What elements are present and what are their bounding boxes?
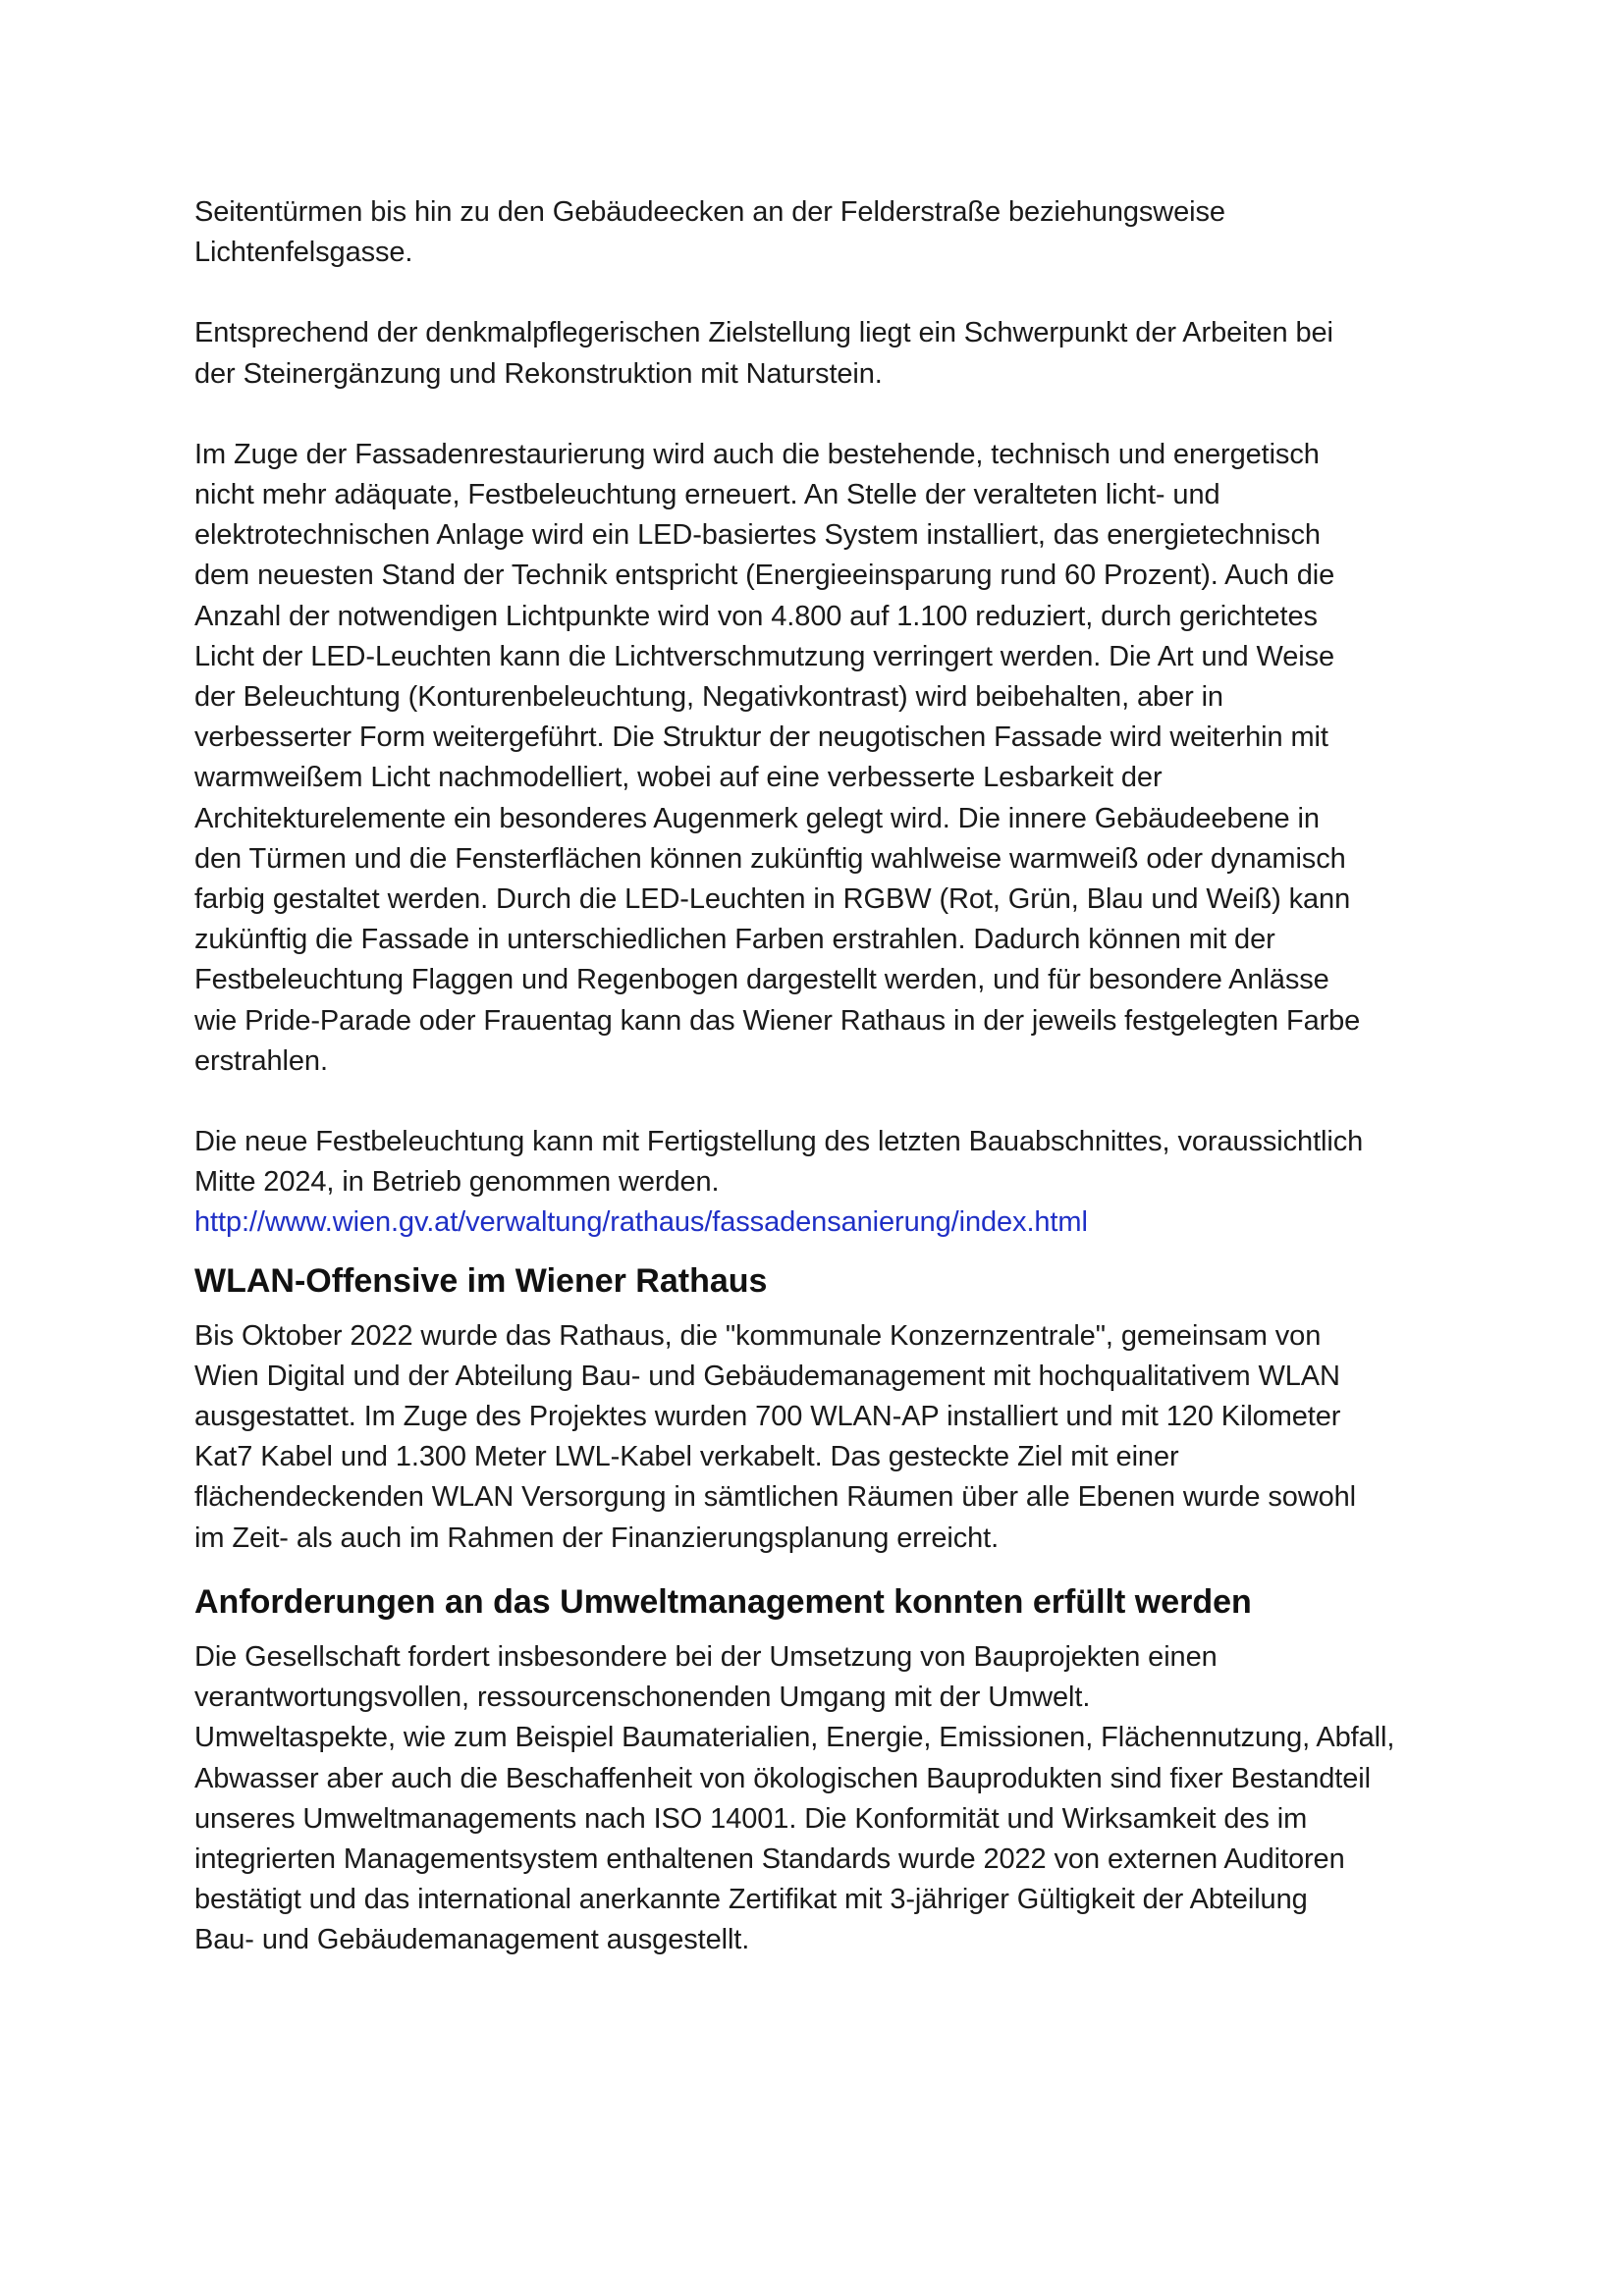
text-line: nicht mehr adäquate, Festbeleuchtung erneuert. An Stelle der veralteten licht- und: [194, 479, 1220, 511]
text-line: zukünftig die Fassade in unterschiedlichen Farben erstrahlen. Dadurch können mit der: [194, 924, 1275, 956]
paragraph-intro: [194, 192, 1471, 273]
text-line: unseres Umweltmanagements nach ISO 14001. Die Konformität und Wirksamkeit des im: [194, 1802, 1308, 1835]
text-line: erstrahlen.: [194, 1044, 328, 1077]
text-line: Umweltaspekte, wie zum Beispiel Baumaterialien, Energie, Emissionen, Flächennutzung, Abfall,: [194, 1722, 1395, 1754]
text-line: den Türmen und die Fensterflächen können zukünftig wahlweise warmweiß oder dynamisch: [194, 842, 1346, 875]
text-line: Die Gesellschaft fordert insbesondere bei der Umsetzung von Bauprojekten einen: [194, 1640, 1218, 1673]
text-line: Wien Digital und der Abteilung Bau- und Gebäudemanagement mit hochqualitativem WLAN: [194, 1360, 1340, 1392]
paragraph-operation: [194, 1122, 1471, 1244]
text-line: wie Pride-Parade oder Frauentag kann das Wiener Rathaus in der jeweils festgelegten Farbe: [194, 1004, 1361, 1037]
text-line: Lichtenfelsgasse.: [194, 237, 413, 269]
paragraph-wlan: [194, 1316, 1471, 1559]
text-line: verantwortungsvollen, ressourcenschonenden Umgang mit der Umwelt.: [194, 1682, 1091, 1714]
text-line: Abwasser aber auch die Beschaffenheit von ökologischen Bauprodukten sind fixer Bestandteil: [194, 1762, 1371, 1794]
text-line: integrierten Managementsystem enthaltenen Standards wurde 2022 von externen Auditoren: [194, 1842, 1345, 1875]
text-line: im Zeit- als auch im Rahmen der Finanzierungsplanung erreicht.: [194, 1522, 1000, 1554]
paragraph-lighting: [194, 435, 1471, 1082]
text-line: verbesserter Form weitergeführt. Die Struktur der neugotischen Fassade wird weiterhin mit: [194, 721, 1328, 754]
paragraph-focus: [194, 313, 1471, 394]
text-line: Im Zuge der Fassadenrestaurierung wird auch die bestehende, technisch und energetisch: [194, 438, 1320, 470]
text-line: Festbeleuchtung Flaggen und Regenbogen dargestellt werden, und für besondere Anlässe: [194, 964, 1329, 996]
heading-environment: Anforderungen an das Umweltmanagement konnten erfüllt werden: [194, 1582, 1252, 1621]
text-line: der Beleuchtung (Konturenbeleuchtung, Negativkontrast) wird beibehalten, aber in: [194, 681, 1223, 714]
text-line: Anzahl der notwendigen Lichtpunkte wird von 4.800 auf 1.100 reduziert, durch gerichtetes: [194, 600, 1318, 632]
heading-wlan: WLAN-Offensive im Wiener Rathaus: [194, 1261, 768, 1300]
text-line: Bau- und Gebäudemanagement ausgestellt.: [194, 1924, 750, 1956]
document-page: [194, 192, 1471, 1961]
text-line: Entsprechend der denkmalpflegerischen Zielstellung liegt ein Schwerpunkt der Arbeiten bei: [194, 317, 1333, 349]
text-line: Seitentürmen bis hin zu den Gebäudeecken an der Felderstraße beziehungsweise: [194, 196, 1225, 228]
text-line: Kat7 Kabel und 1.300 Meter LWL-Kabel verkabelt. Das gesteckte Ziel mit einer: [194, 1441, 1179, 1473]
text-line: warmweißem Licht nachmodelliert, wobei auf eine verbesserte Lesbarkeit der: [194, 762, 1163, 794]
text-line: bestätigt und das international anerkannte Zertifikat mit 3-jähriger Gültigkeit der Abteilung: [194, 1884, 1308, 1916]
paragraph-environment: [194, 1637, 1471, 1961]
text-line: der Steinergänzung und Rekonstruktion mit Naturstein.: [194, 357, 883, 390]
text-line: Architekturelemente ein besonderes Augenmerk gelegt wird. Die innere Gebäudeebene in: [194, 802, 1320, 834]
text-line: flächendeckenden WLAN Versorgung in sämtlichen Räumen über alle Ebenen wurde sowohl: [194, 1481, 1357, 1514]
text-line: Licht der LED-Leuchten kann die Lichtverschmutzung verringert werden. Die Art und Weise: [194, 640, 1335, 672]
text-line: Bis Oktober 2022 wurde das Rathaus, die "kommunale Konzernzentrale", gemeinsam von: [194, 1319, 1322, 1352]
text-line: Die neue Festbeleuchtung kann mit Fertigstellung des letzten Bauabschnittes, voraussichtlich: [194, 1126, 1364, 1158]
text-line: Mitte 2024, in Betrieb genommen werden.: [194, 1166, 720, 1199]
text-line: ausgestattet. Im Zuge des Projektes wurden 700 WLAN-AP installiert und mit 120 Kilometer: [194, 1401, 1341, 1433]
text-line: farbig gestaltet werden. Durch die LED-Leuchten in RGBW (Rot, Grün, Blau und Weiß) kann: [194, 883, 1351, 916]
text-line: elektrotechnischen Anlage wird ein LED-basiertes System installiert, das energietechnisch: [194, 519, 1321, 552]
fassadensanierung-link[interactable]: http://www.wien.gv.at/verwaltung/rathaus/fassadensanierung/index.html: [194, 1206, 1088, 1239]
text-line: dem neuesten Stand der Technik entspricht (Energieeinsparung rund 60 Prozent). Auch die: [194, 560, 1335, 592]
